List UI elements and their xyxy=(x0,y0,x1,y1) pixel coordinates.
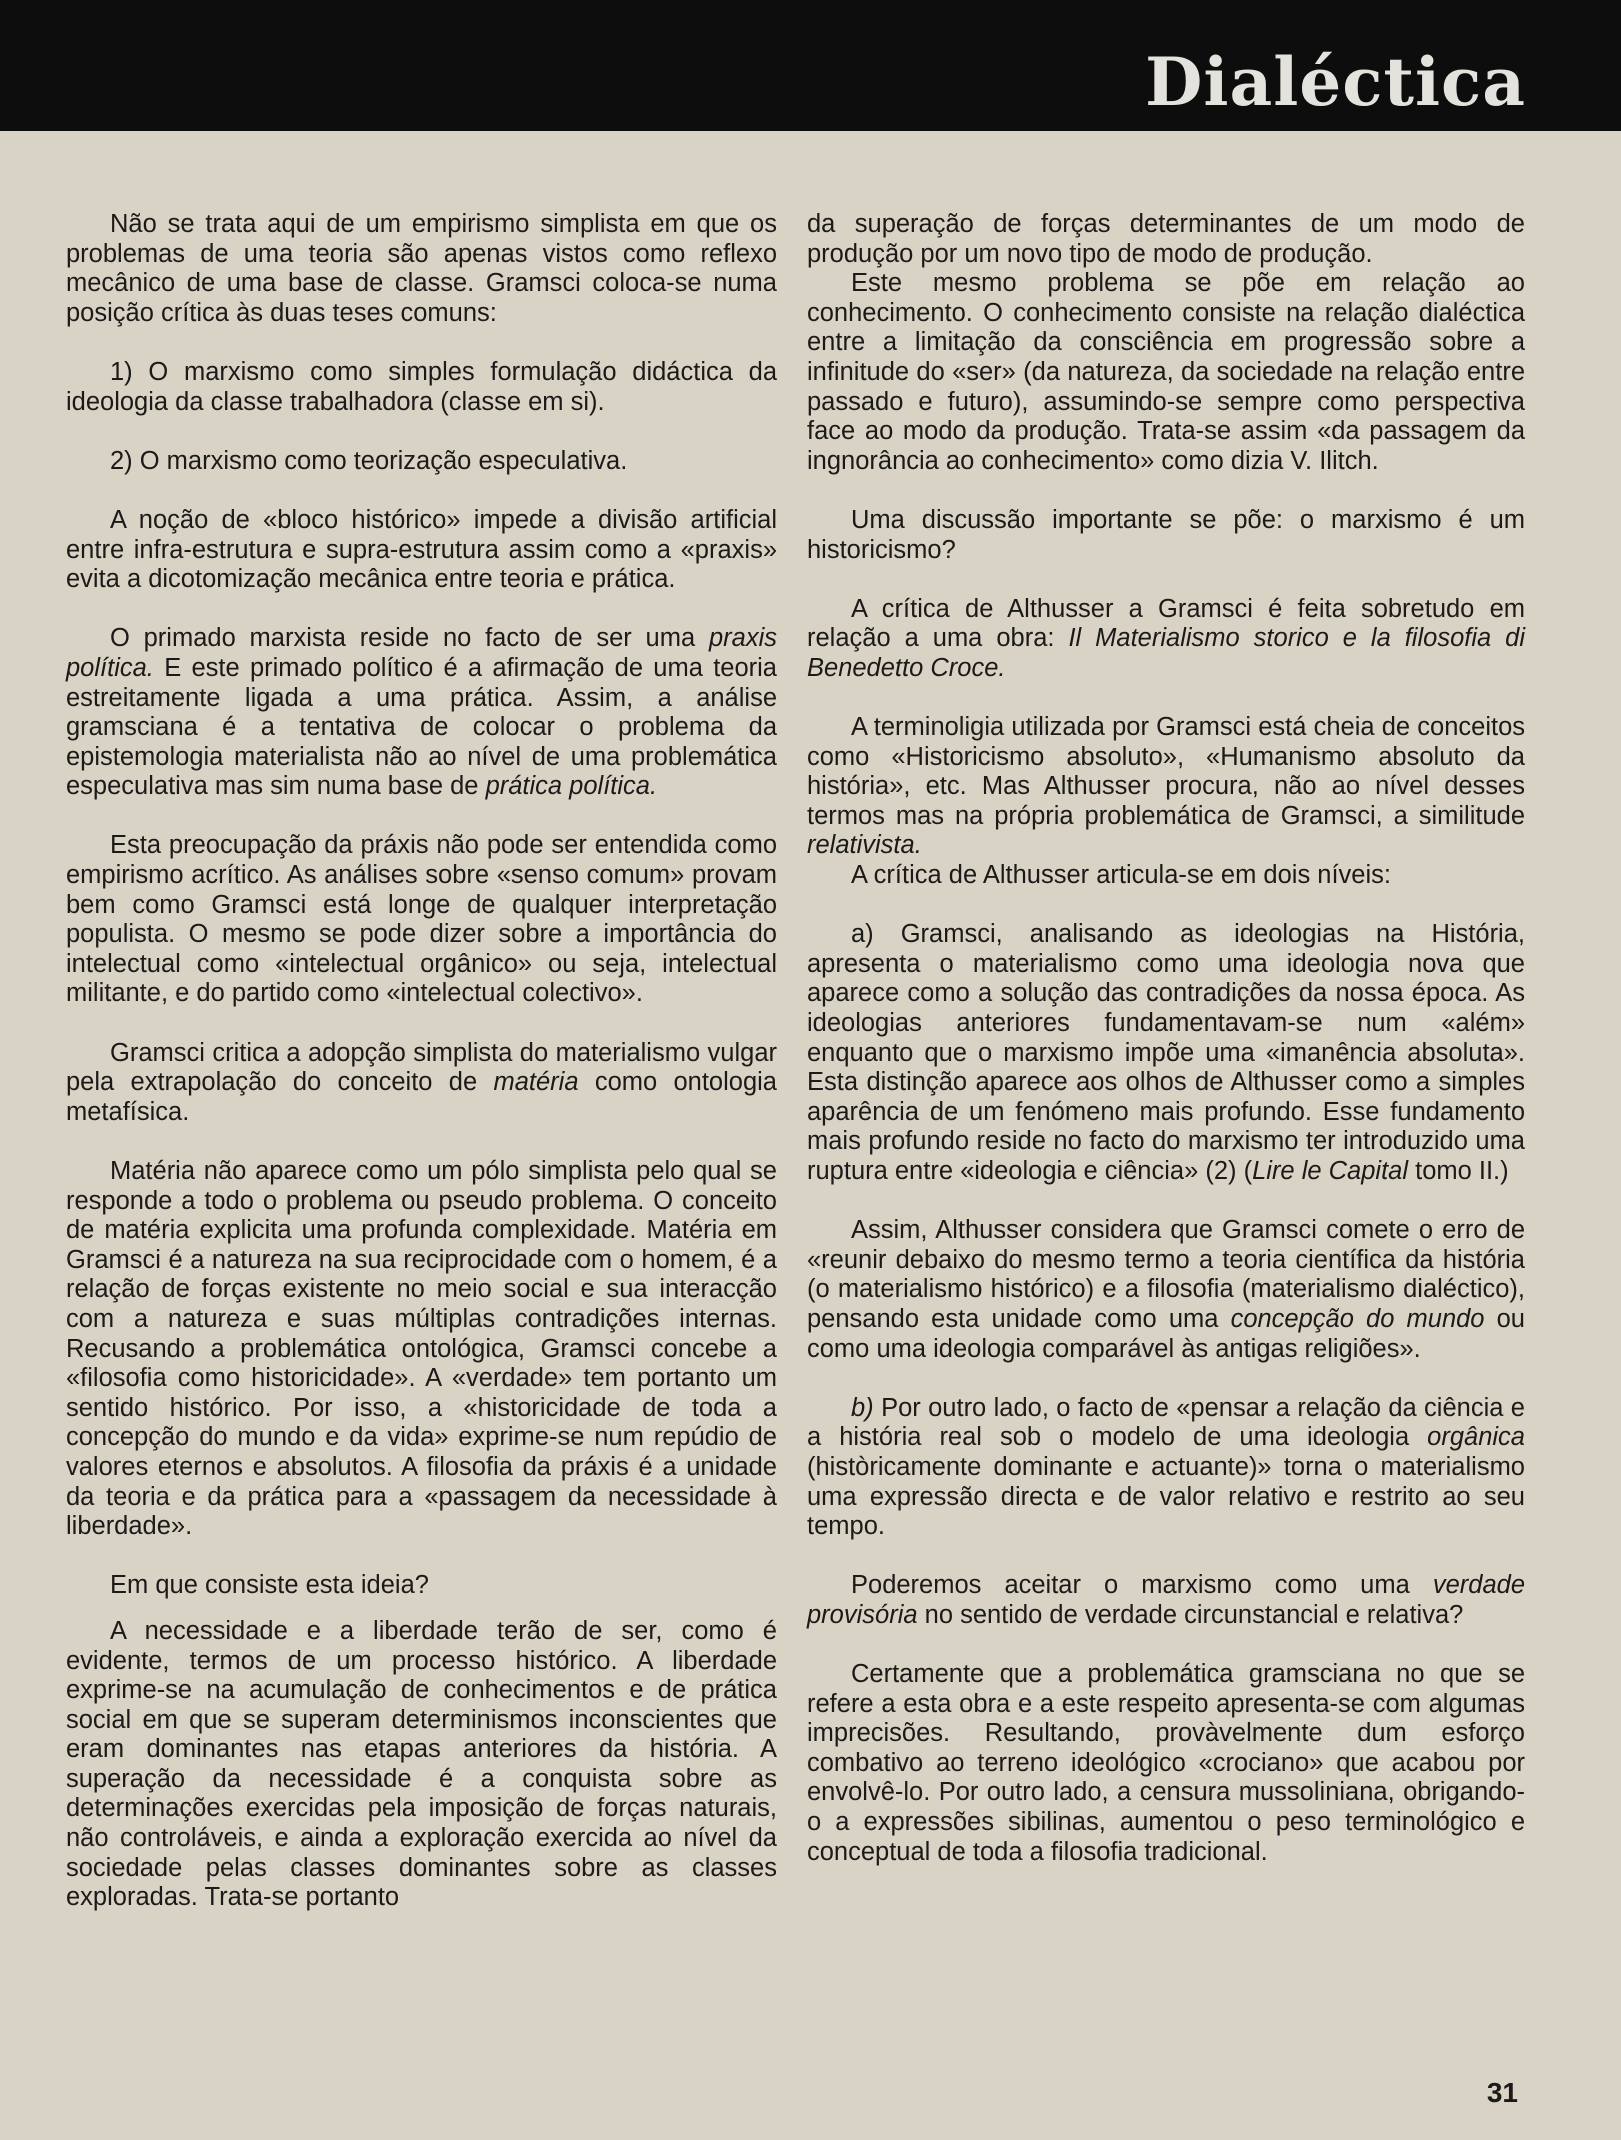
paragraph: Esta preocupação da práxis não pode ser entendida como empirismo acrítico. As análises sobre «senso comum» provam bem como Gramsci está longe de qualquer interpretação populista. O mesmo se pode dizer sobre a importância do intelectual como «intelectual orgânico» ou seja, intelectual militante, e do partido como «intelectual colectivo». xyxy=(66,831,777,1008)
text-run: O primado marxista reside no facto de ser uma xyxy=(110,624,696,653)
paragraph: Certamente que a problemática gramsciana no que se refere a esta obra e a este respeito apresenta-se com algumas imprecisões. Resultando, provàvelmente dum esforço combativo ao terreno ideológico «crociano» que acabou por envolvê-lo. Por outro lado, a censura mussoliniana, obrigando-o a expressões sibilinas, aumentou o peso terminológico e conceptual de toda a filosofia tradicional. xyxy=(807,1660,1525,1866)
paragraph: A crítica de Althusser articula-se em dois níveis: xyxy=(851,861,1391,890)
paragraph xyxy=(807,1394,1525,1542)
emphasis: matéria xyxy=(493,1068,579,1097)
text-run: Por outro lado, o facto de «pensar a relação da ciência e a história real sob o modelo de uma ideologia xyxy=(807,1393,1525,1452)
text-run: Poderemos aceitar o marxismo como uma xyxy=(851,1571,1410,1600)
paragraph xyxy=(807,1216,1525,1364)
paragraph xyxy=(807,920,1525,1186)
paragraph xyxy=(807,595,1525,684)
paragraph: 1) O marxismo como simples formulação didáctica da ideologia da classe trabalhadora (classe em si). xyxy=(66,357,777,416)
text-run: no sentido de verdade circunstancial e relativa? xyxy=(924,1600,1464,1629)
emphasis: prática política. xyxy=(485,772,658,801)
paragraph: A noção de «bloco histórico» impede a divisão artificial entre infra-estrutura e supra-estrutura assim como a «praxis» evita a dicotomização mecânica entre teoria e prática. xyxy=(66,505,777,594)
right-column xyxy=(807,210,1525,1867)
emphasis: relativista. xyxy=(807,831,922,860)
section-title: Dialéctica xyxy=(1145,43,1526,121)
paragraph: 2) O marxismo como teorização especulativa. xyxy=(110,446,628,475)
emphasis: Lire le Capital xyxy=(1252,1157,1409,1185)
paragraph xyxy=(807,1571,1525,1630)
text-run: (històricamente dominante e actuante)» torna o materialismo uma expressão directa e de valor relativo e restrito ao seu tempo. xyxy=(807,1452,1525,1541)
text-run: A terminoligia utilizada por Gramsci está cheia de conceitos como «Historicismo absoluto», «Humanismo absoluto da história», etc. Mas Althusser procura, não ao nível desses termos mas na própria problemática de Gramsci, a similitude xyxy=(807,713,1525,830)
paragraph: Este mesmo problema se põe em relação ao conhecimento. O conhecimento consiste na relação dialéctica entre a limitação da consciência em progressão sobre a infinitude do «ser» (da natureza, da sociedade na relação entre passado e futuro), assumindo-se sempre como perspectiva face ao modo da produção. Trata-se assim «da passagem da ingnorância ao conhecimento» como dizia V. Ilitch. xyxy=(807,269,1525,475)
paragraph: Matéria não aparece como um pólo simplista pelo qual se responde a todo o problema ou pseudo problema. O conceito de matéria explicita uma profunda complexidade. Matéria em Gramsci é a natureza na sua reciprocidade com o homem, é a relação de forças existente no meio social e sua interacção com a natureza e suas múltiplas contradições internas. Recusando a problemática ontológica, Gramsci concebe a «filosofia como historicidade». A «verdade» tem portanto um sentido histórico. Por isso, a «historicidade de toda a concepção do mundo e da vida» exprime-se num repúdio de valores eternos e absolutos. A filosofia da práxis é a unidade da teoria e da prática para a «passagem da necessidade à liberdade». xyxy=(66,1157,777,1541)
text-run: A crítica de Althusser a Gramsci é feita sobretudo em relação a uma obra: xyxy=(807,594,1525,653)
emphasis: praxis política. xyxy=(66,624,777,682)
text-run: ou como uma ideologia comparável às antigas religiões». xyxy=(807,1304,1525,1363)
page-number: 31 xyxy=(1486,2077,1518,2108)
text-run: E este primado político é a afirmação de uma teoria estreitamente ligada a uma prática. Assim, a análise gramsciana é a tentativa de colocar o problema da epistemologia materialista não ao nível de uma problemática especulativa mas sim numa base de xyxy=(66,653,777,801)
paragraph: Uma discussão importante se põe: o marxismo é um historicismo? xyxy=(807,505,1525,564)
paragraph: Em que consiste esta ideia? xyxy=(110,1571,429,1600)
emphasis: b) xyxy=(851,1393,874,1422)
text-run: a) Gramsci, analisando as ideologias na História, apresenta o materialismo como uma ideologia nova que aparece como a solução das contradições da nossa época. As ideologias anteriores fundamentavam-se num «além» enquanto que o marxismo impõe uma «imanência absoluta». Esta distinção aparece aos olhos de Althusser como a simples aparência de um fenómeno mais profundo. Esse fundamento mais profundo reside no facto do marxismo ter introduzido uma ruptura entre «ideologia e ciência» (2) ( xyxy=(807,920,1525,1185)
text-run: Assim, Althusser considera que Gramsci comete o erro de «reunir debaixo do mesmo termo a teoria científica da história (o materialismo histórico) e a filosofia (materialismo dialéctico), pensando esta unidade como uma xyxy=(807,1216,1525,1333)
header-band xyxy=(0,0,1621,131)
text-run: Gramsci critica a adopção simplista do materialismo vulgar pela extrapolação do conceito de xyxy=(66,1038,777,1097)
emphasis: orgânica xyxy=(1427,1423,1525,1452)
paragraph xyxy=(66,624,777,802)
emphasis: concepção do mundo xyxy=(1230,1304,1485,1333)
paragraph xyxy=(807,713,1525,861)
emphasis: Il Materialismo storico e la filosofia di Benedetto Croce. xyxy=(807,624,1526,682)
left-column xyxy=(66,210,777,1913)
paragraph xyxy=(66,1039,777,1128)
paragraph: da superação de forças determinantes de um modo de produção por um novo tipo de modo de produção. xyxy=(807,210,1525,268)
paragraph: Não se trata aqui de um empirismo simplista em que os problemas de uma teoria são apenas vistos como reflexo mecânico de uma base de classe. Gramsci coloca-se numa posição crítica às duas teses comuns: xyxy=(66,210,777,327)
emphasis: verdade provisória xyxy=(807,1571,1525,1629)
text-run: como ontologia metafísica. xyxy=(66,1068,777,1126)
paragraph: A necessidade e a liberdade terão de ser, como é evidente, termos de um processo histórico. A liberdade exprime-se na acumulação de conhecimentos e de prática social em que se superam determinismos inconscientes que eram dominantes nas etapas anteriores da história. A superação da necessidade é a conquista sobre as determinações exercidas pela imposição de forças naturais, não controláveis, e ainda a exploração exercida ao nível da sociedade pelas classes dominantes sobre as classes exploradas. Trata-se portanto xyxy=(66,1616,777,1912)
text-run: tomo II.) xyxy=(1415,1157,1509,1185)
